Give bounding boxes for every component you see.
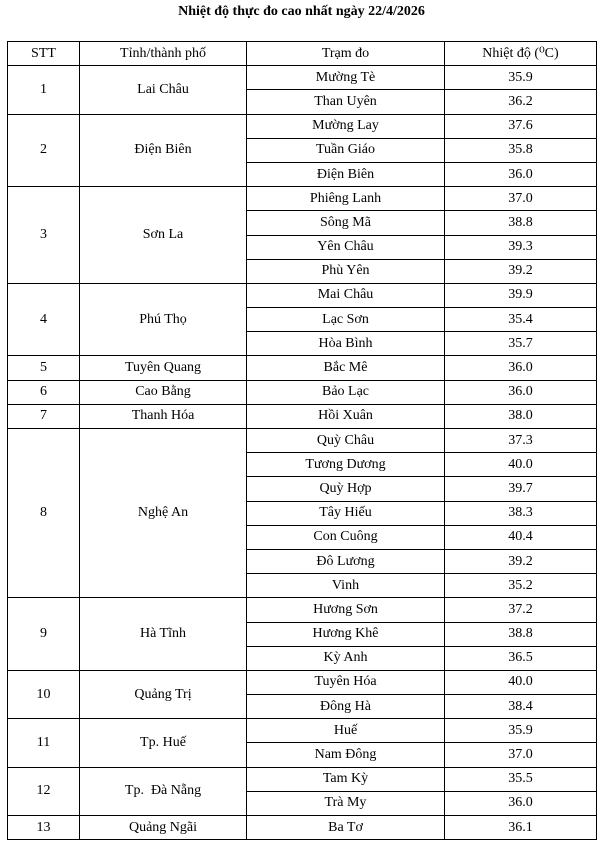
cell-temperature: 37.2 — [445, 598, 597, 622]
cell-temperature: 36.2 — [445, 90, 597, 114]
table-row — [8, 66, 597, 90]
cell-station: Đông Hà — [247, 695, 445, 719]
cell-temperature: 40.0 — [445, 670, 597, 694]
table-row — [8, 598, 597, 622]
cell-station: Bảo Lạc — [247, 380, 445, 404]
cell-station: Con Cuông — [247, 525, 445, 549]
cell-station: Bắc Mê — [247, 356, 445, 380]
cell-stt: 6 — [8, 380, 80, 404]
cell-station: Sông Mã — [247, 211, 445, 235]
page-title: Nhiệt độ thực đo cao nhất ngày 22/4/2026 — [178, 4, 425, 19]
header-row — [8, 42, 597, 66]
cell-province: Tp. Huế — [80, 719, 247, 767]
cell-station: Phù Yên — [247, 259, 445, 283]
cell-temperature: 37.0 — [445, 743, 597, 767]
cell-station: Kỳ Anh — [247, 646, 445, 670]
cell-province: Điện Biên — [80, 114, 247, 187]
cell-temperature: 38.8 — [445, 622, 597, 646]
cell-temperature: 37.3 — [445, 429, 597, 453]
cell-station: Lạc Sơn — [247, 308, 445, 332]
cell-station: Vinh — [247, 574, 445, 598]
cell-stt: 13 — [8, 816, 80, 840]
cell-station: Yên Châu — [247, 235, 445, 259]
cell-station: Tuần Giáo — [247, 138, 445, 162]
cell-stt: 10 — [8, 670, 80, 718]
cell-station: Phiêng Lanh — [247, 187, 445, 211]
table-row — [8, 187, 597, 211]
table-row — [8, 767, 597, 791]
header-temperature: Nhiệt độ (⁰C) — [445, 42, 597, 66]
table-row — [8, 670, 597, 694]
cell-province: Tuyên Quang — [80, 356, 247, 380]
cell-temperature: 38.0 — [445, 404, 597, 428]
cell-stt: 11 — [8, 719, 80, 767]
cell-province: Quảng Ngãi — [80, 816, 247, 840]
table-body — [8, 66, 597, 840]
table-row — [8, 380, 597, 404]
cell-temperature: 35.8 — [445, 138, 597, 162]
cell-temperature: 40.4 — [445, 525, 597, 549]
header-station: Trạm đo — [247, 42, 445, 66]
cell-province: Thanh Hóa — [80, 404, 247, 428]
cell-station: Tương Dương — [247, 453, 445, 477]
cell-temperature: 39.9 — [445, 283, 597, 307]
cell-temperature: 35.7 — [445, 332, 597, 356]
cell-temperature: 36.5 — [445, 646, 597, 670]
cell-station: Ba Tơ — [247, 816, 445, 840]
cell-temperature: 35.4 — [445, 308, 597, 332]
cell-stt: 9 — [8, 598, 80, 671]
header-province: Tỉnh/thành phố — [80, 42, 247, 66]
cell-station: Tuyên Hóa — [247, 670, 445, 694]
table-row — [8, 816, 597, 840]
cell-station: Điện Biên — [247, 162, 445, 186]
cell-temperature: 38.4 — [445, 695, 597, 719]
cell-stt: 4 — [8, 283, 80, 356]
cell-temperature: 35.2 — [445, 574, 597, 598]
cell-stt: 7 — [8, 404, 80, 428]
cell-station: Huế — [247, 719, 445, 743]
cell-province: Hà Tĩnh — [80, 598, 247, 671]
cell-temperature: 39.2 — [445, 549, 597, 573]
cell-station: Than Uyên — [247, 90, 445, 114]
cell-station: Tây Hiếu — [247, 501, 445, 525]
cell-temperature: 35.9 — [445, 66, 597, 90]
cell-stt: 5 — [8, 356, 80, 380]
cell-province: Phú Thọ — [80, 283, 247, 356]
header-stt: STT — [8, 42, 80, 66]
cell-stt: 12 — [8, 767, 80, 815]
cell-temperature: 39.2 — [445, 259, 597, 283]
cell-station: Hồi Xuân — [247, 404, 445, 428]
cell-province: Lai Châu — [80, 66, 247, 114]
cell-station: Hương Khê — [247, 622, 445, 646]
cell-temperature: 35.9 — [445, 719, 597, 743]
cell-temperature: 36.0 — [445, 162, 597, 186]
table-row — [8, 283, 597, 307]
cell-temperature: 37.6 — [445, 114, 597, 138]
cell-stt: 3 — [8, 187, 80, 284]
cell-temperature: 36.0 — [445, 380, 597, 404]
cell-province: Sơn La — [80, 187, 247, 284]
cell-temperature: 38.8 — [445, 211, 597, 235]
cell-temperature: 37.0 — [445, 187, 597, 211]
cell-stt: 1 — [8, 66, 80, 114]
cell-temperature: 36.0 — [445, 356, 597, 380]
cell-station: Mai Châu — [247, 283, 445, 307]
cell-station: Hương Sơn — [247, 598, 445, 622]
table-row — [8, 404, 597, 428]
cell-province: Quảng Trị — [80, 670, 247, 718]
cell-stt: 2 — [8, 114, 80, 187]
cell-stt: 8 — [8, 429, 80, 598]
cell-province: Tp. Đà Nẵng — [80, 767, 247, 815]
cell-station: Nam Đông — [247, 743, 445, 767]
cell-temperature: 40.0 — [445, 453, 597, 477]
cell-station: Trà My — [247, 791, 445, 815]
cell-temperature: 39.3 — [445, 235, 597, 259]
cell-temperature: 38.3 — [445, 501, 597, 525]
cell-province: Nghệ An — [80, 429, 247, 598]
cell-station: Mường Lay — [247, 114, 445, 138]
cell-station: Quỳ Châu — [247, 429, 445, 453]
cell-temperature: 36.1 — [445, 816, 597, 840]
cell-station: Tam Kỳ — [247, 767, 445, 791]
cell-temperature: 39.7 — [445, 477, 597, 501]
table-row — [8, 356, 597, 380]
cell-station: Quỳ Hợp — [247, 477, 445, 501]
cell-station: Hòa Bình — [247, 332, 445, 356]
temperature-table — [7, 41, 597, 840]
table-row — [8, 719, 597, 743]
table-row — [8, 114, 597, 138]
cell-province: Cao Bằng — [80, 380, 247, 404]
cell-temperature: 36.0 — [445, 791, 597, 815]
table-row — [8, 429, 597, 453]
cell-temperature: 35.5 — [445, 767, 597, 791]
cell-station: Mường Tè — [247, 66, 445, 90]
cell-station: Đô Lương — [247, 549, 445, 573]
